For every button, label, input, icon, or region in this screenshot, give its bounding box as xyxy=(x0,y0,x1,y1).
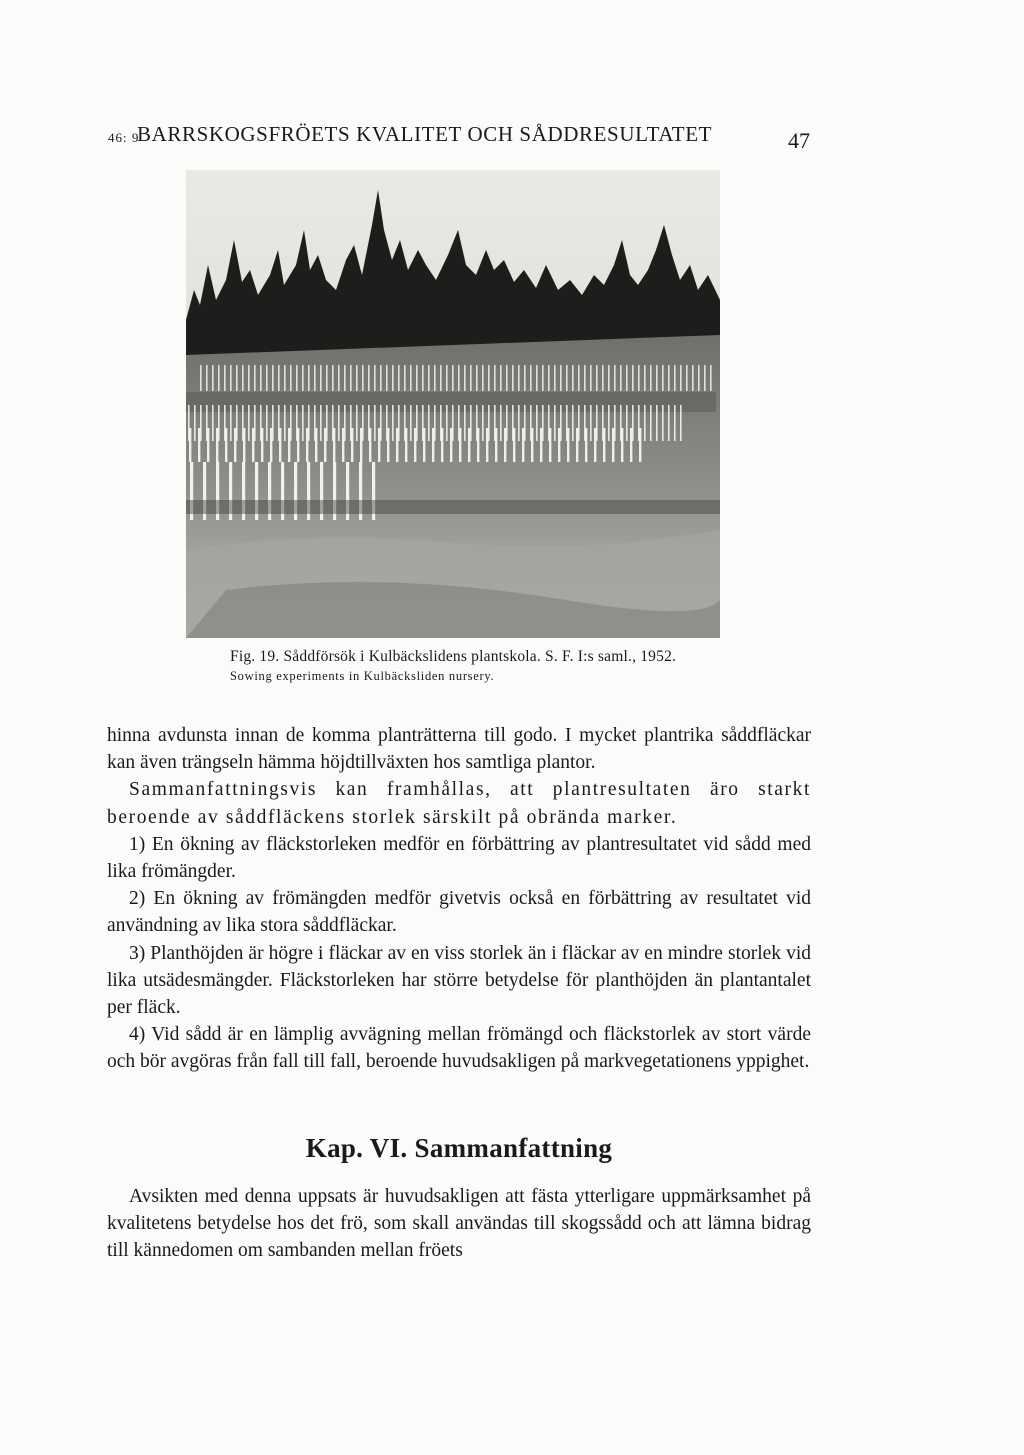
section-paragraph: Avsikten med denna uppsats är huvudsakligen att fästa ytterligare uppmärksamhet på kvalitetens betydelse hos det frö, som skall användas till skogssådd och att lämna bidrag till kännedomen om sambanden mellan fröets xyxy=(107,1186,811,1262)
running-header xyxy=(108,118,810,154)
figure-caption xyxy=(230,648,790,684)
caption-swedish: Fig. 19. Såddförsök i Kulbäckslidens plantskola. S. F. I:s saml., 1952. xyxy=(230,648,677,665)
section-body xyxy=(107,1183,811,1265)
paragraph-point-4: 4) Vid sådd är en lämplig avvägning mellan frömängd och fläckstorlek av stort värde och bör avgöras från fall till fall, beroende huvudsakligen på markvegetationens yppighet. xyxy=(107,1024,811,1073)
body-text xyxy=(107,722,811,1076)
header-signature: 46: 9 xyxy=(108,130,140,145)
page-number: 47 xyxy=(788,128,810,153)
header-title: BARRSKOGSFRÖETS KVALITET OCH SÅDDRESULTATET xyxy=(137,122,713,146)
caption-english: Sowing experiments in Kulbäcksliden nursery. xyxy=(230,669,495,683)
paragraph: hinna avdunsta innan de komma planträtterna till godo. I mycket plantrika såddfläckar kan även trängseln hämma höjdtillväxten hos samtliga plantor. xyxy=(107,725,811,774)
paragraph-point-1: 1) En ökning av fläckstorleken medför en förbättring av plantresultatet vid sådd med lika frömängder. xyxy=(107,833,811,883)
paragraph-point-3: 3) Planthöjden är högre i fläckar av en viss storlek än i fläckar av en mindre storlek vid lika utsädesmängder. Fläckstorleken har större betydelse för planthöjden än plantantalet per fläck. xyxy=(107,942,811,1019)
paragraph-summary: Sammanfattningsvis kan framhållas, att plantresultaten äro starkt beroende av såddfläckens storlek särskilt på obrända marker. xyxy=(107,779,811,828)
nursery-photo xyxy=(186,170,720,638)
section-heading: Kap. VI. Sammanfattning xyxy=(305,1133,613,1163)
paragraph-point-2: 2) En ökning av frömängden medför givetvis också en förbättring av resultatet vid användning av lika stora såddfläckar. xyxy=(107,888,811,937)
